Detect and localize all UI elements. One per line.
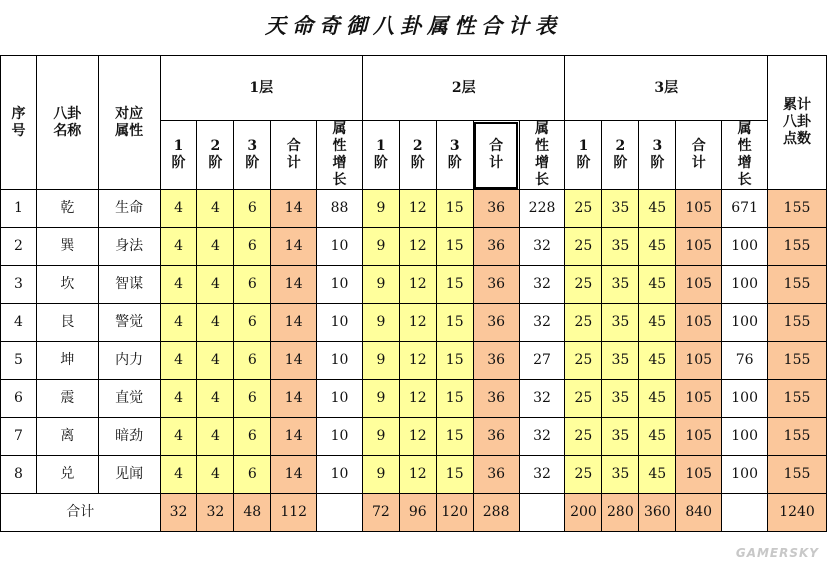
row-seq: 2	[1, 228, 37, 266]
row-subtotal: 105	[676, 380, 722, 418]
row-stage-value: 15	[436, 380, 473, 418]
row-growth: 10	[317, 418, 363, 456]
row-stage-value: 45	[639, 418, 676, 456]
header-layer-1: 1层	[160, 56, 362, 121]
row-bagua-name: 坎	[36, 266, 98, 304]
row-growth: 100	[722, 304, 768, 342]
row-subtotal: 36	[473, 380, 519, 418]
row-stage-value: 12	[399, 380, 436, 418]
total-stage-value: 32	[160, 494, 197, 532]
row-seq: 3	[1, 266, 37, 304]
total-growth	[317, 494, 363, 532]
header-cumulative: 累计八卦点数	[768, 56, 827, 190]
row-stage-value: 35	[602, 380, 639, 418]
row-growth: 228	[519, 190, 565, 228]
row-stage-value: 4	[160, 342, 197, 380]
row-growth: 10	[317, 456, 363, 494]
gamersky-watermark: GAMERSKY	[735, 546, 819, 560]
row-stage-value: 4	[197, 342, 234, 380]
row-stage-value: 12	[399, 304, 436, 342]
total-stage-value: 72	[362, 494, 399, 532]
row-stage-value: 6	[234, 418, 271, 456]
row-stage-value: 4	[160, 380, 197, 418]
row-bagua-name: 震	[36, 380, 98, 418]
row-stage-value: 4	[197, 304, 234, 342]
table-row	[1, 266, 827, 304]
row-seq: 7	[1, 418, 37, 456]
row-stage-value: 15	[436, 456, 473, 494]
table-row	[1, 304, 827, 342]
row-attribute: 暗劲	[98, 418, 160, 456]
row-stage-value: 4	[160, 304, 197, 342]
row-stage-value: 35	[602, 190, 639, 228]
row-subtotal: 14	[271, 266, 317, 304]
row-stage-value: 45	[639, 380, 676, 418]
table-title: 天命奇御八卦属性合计表	[265, 13, 562, 38]
header-stage-2-layer-2: 2阶	[399, 121, 436, 190]
header-layer-3: 3层	[565, 56, 768, 121]
row-stage-value: 6	[234, 456, 271, 494]
row-cumulative: 155	[768, 190, 827, 228]
row-subtotal: 36	[473, 228, 519, 266]
row-stage-value: 45	[639, 266, 676, 304]
row-stage-value: 4	[197, 228, 234, 266]
row-stage-value: 12	[399, 342, 436, 380]
row-stage-value: 25	[565, 342, 602, 380]
bagua-attribute-table	[0, 55, 827, 532]
row-stage-value: 45	[639, 228, 676, 266]
table-row	[1, 418, 827, 456]
row-growth: 100	[722, 228, 768, 266]
total-stage-value: 360	[639, 494, 676, 532]
row-stage-value: 9	[362, 456, 399, 494]
row-growth: 10	[317, 380, 363, 418]
row-subtotal: 14	[271, 380, 317, 418]
row-subtotal: 36	[473, 342, 519, 380]
row-seq: 1	[1, 190, 37, 228]
total-growth	[519, 494, 565, 532]
row-stage-value: 4	[160, 190, 197, 228]
row-stage-value: 12	[399, 228, 436, 266]
row-growth: 88	[317, 190, 363, 228]
row-stage-value: 35	[602, 342, 639, 380]
row-stage-value: 9	[362, 342, 399, 380]
total-subtotal: 112	[271, 494, 317, 532]
row-bagua-name: 乾	[36, 190, 98, 228]
header-subtotal-layer-2: 合计	[473, 121, 519, 190]
row-stage-value: 12	[399, 190, 436, 228]
header-stage-2-layer-3: 2阶	[602, 121, 639, 190]
row-stage-value: 6	[234, 266, 271, 304]
row-subtotal: 14	[271, 418, 317, 456]
row-growth: 10	[317, 228, 363, 266]
row-stage-value: 15	[436, 266, 473, 304]
total-stage-value: 200	[565, 494, 602, 532]
row-cumulative: 155	[768, 228, 827, 266]
row-stage-value: 9	[362, 304, 399, 342]
row-growth: 100	[722, 456, 768, 494]
row-subtotal: 105	[676, 304, 722, 342]
row-subtotal: 14	[271, 228, 317, 266]
header-layer-2: 2层	[362, 56, 565, 121]
row-subtotal: 14	[271, 342, 317, 380]
row-growth: 27	[519, 342, 565, 380]
header-attr: 对应属性	[98, 56, 160, 190]
header-name: 八卦名称	[36, 56, 98, 190]
row-stage-value: 35	[602, 228, 639, 266]
row-growth: 10	[317, 266, 363, 304]
row-bagua-name: 离	[36, 418, 98, 456]
row-seq: 6	[1, 380, 37, 418]
total-stage-value: 32	[197, 494, 234, 532]
row-stage-value: 4	[197, 456, 234, 494]
row-subtotal: 105	[676, 266, 722, 304]
table-row	[1, 380, 827, 418]
row-subtotal: 105	[676, 190, 722, 228]
header-seq: 序号	[1, 56, 37, 190]
row-stage-value: 6	[234, 342, 271, 380]
row-bagua-name: 巽	[36, 228, 98, 266]
row-stage-value: 15	[436, 304, 473, 342]
table-row	[1, 228, 827, 266]
header-growth-layer-3: 属性增长	[722, 121, 768, 190]
row-stage-value: 12	[399, 418, 436, 456]
row-stage-value: 6	[234, 228, 271, 266]
row-stage-value: 4	[197, 418, 234, 456]
row-growth: 100	[722, 418, 768, 456]
row-stage-value: 9	[362, 380, 399, 418]
row-stage-value: 25	[565, 380, 602, 418]
row-cumulative: 155	[768, 418, 827, 456]
header-stage-3-layer-1: 3阶	[234, 121, 271, 190]
row-subtotal: 36	[473, 456, 519, 494]
row-stage-value: 45	[639, 342, 676, 380]
total-stage-value: 120	[436, 494, 473, 532]
row-stage-value: 25	[565, 266, 602, 304]
row-stage-value: 35	[602, 456, 639, 494]
row-attribute: 直觉	[98, 380, 160, 418]
row-subtotal: 36	[473, 418, 519, 456]
row-growth: 32	[519, 418, 565, 456]
row-bagua-name: 坤	[36, 342, 98, 380]
row-stage-value: 12	[399, 456, 436, 494]
row-attribute: 内力	[98, 342, 160, 380]
row-cumulative: 155	[768, 456, 827, 494]
table-row	[1, 190, 827, 228]
row-subtotal: 105	[676, 456, 722, 494]
row-cumulative: 155	[768, 342, 827, 380]
row-stage-value: 25	[565, 228, 602, 266]
row-stage-value: 6	[234, 304, 271, 342]
header-stage-1-layer-2: 1阶	[362, 121, 399, 190]
row-subtotal: 14	[271, 456, 317, 494]
header-subtotal-layer-1: 合计	[271, 121, 317, 190]
header-growth-layer-2: 属性增长	[519, 121, 565, 190]
row-stage-value: 15	[436, 418, 473, 456]
row-bagua-name: 艮	[36, 304, 98, 342]
total-subtotal: 288	[473, 494, 519, 532]
row-growth: 32	[519, 380, 565, 418]
row-stage-value: 4	[160, 266, 197, 304]
total-stage-value: 48	[234, 494, 271, 532]
row-stage-value: 12	[399, 266, 436, 304]
row-growth: 32	[519, 304, 565, 342]
row-growth: 671	[722, 190, 768, 228]
row-subtotal: 105	[676, 342, 722, 380]
row-growth: 76	[722, 342, 768, 380]
row-stage-value: 4	[197, 266, 234, 304]
row-attribute: 身法	[98, 228, 160, 266]
row-stage-value: 25	[565, 456, 602, 494]
row-growth: 10	[317, 342, 363, 380]
row-stage-value: 9	[362, 228, 399, 266]
row-growth: 32	[519, 456, 565, 494]
row-subtotal: 36	[473, 266, 519, 304]
row-growth: 100	[722, 266, 768, 304]
table-row	[1, 456, 827, 494]
row-subtotal: 14	[271, 304, 317, 342]
row-stage-value: 9	[362, 266, 399, 304]
row-stage-value: 4	[197, 190, 234, 228]
total-growth	[722, 494, 768, 532]
row-stage-value: 35	[602, 418, 639, 456]
row-stage-value: 9	[362, 190, 399, 228]
header-stage-1-layer-3: 1阶	[565, 121, 602, 190]
row-stage-value: 4	[160, 418, 197, 456]
row-growth: 32	[519, 266, 565, 304]
row-stage-value: 9	[362, 418, 399, 456]
row-stage-value: 35	[602, 304, 639, 342]
row-cumulative: 155	[768, 304, 827, 342]
total-subtotal: 840	[676, 494, 722, 532]
header-subtotal-layer-3: 合计	[676, 121, 722, 190]
row-growth: 32	[519, 228, 565, 266]
table-row	[1, 342, 827, 380]
row-stage-value: 15	[436, 342, 473, 380]
total-stage-value: 96	[399, 494, 436, 532]
header-stage-3-layer-3: 3阶	[639, 121, 676, 190]
row-stage-value: 15	[436, 228, 473, 266]
row-seq: 5	[1, 342, 37, 380]
header-growth-layer-1: 属性增长	[317, 121, 363, 190]
row-subtotal: 105	[676, 418, 722, 456]
row-attribute: 生命	[98, 190, 160, 228]
row-stage-value: 15	[436, 190, 473, 228]
total-cumulative: 1240	[768, 494, 827, 532]
row-subtotal: 36	[473, 304, 519, 342]
row-attribute: 见闻	[98, 456, 160, 494]
row-seq: 8	[1, 456, 37, 494]
totals-label: 合计	[1, 494, 161, 532]
row-stage-value: 4	[160, 456, 197, 494]
row-attribute: 智谋	[98, 266, 160, 304]
row-attribute: 警觉	[98, 304, 160, 342]
row-growth: 10	[317, 304, 363, 342]
row-stage-value: 25	[565, 190, 602, 228]
row-stage-value: 4	[160, 228, 197, 266]
row-cumulative: 155	[768, 266, 827, 304]
row-subtotal: 105	[676, 228, 722, 266]
row-stage-value: 6	[234, 190, 271, 228]
totals-row	[1, 494, 827, 532]
header-stage-3-layer-2: 3阶	[436, 121, 473, 190]
row-stage-value: 4	[197, 380, 234, 418]
row-cumulative: 155	[768, 380, 827, 418]
row-bagua-name: 兑	[36, 456, 98, 494]
header-stage-2-layer-1: 2阶	[197, 121, 234, 190]
row-stage-value: 45	[639, 190, 676, 228]
row-growth: 100	[722, 380, 768, 418]
row-subtotal: 14	[271, 190, 317, 228]
row-stage-value: 25	[565, 418, 602, 456]
total-stage-value: 280	[602, 494, 639, 532]
row-stage-value: 35	[602, 266, 639, 304]
row-subtotal: 36	[473, 190, 519, 228]
row-stage-value: 45	[639, 304, 676, 342]
row-stage-value: 6	[234, 380, 271, 418]
row-seq: 4	[1, 304, 37, 342]
row-stage-value: 45	[639, 456, 676, 494]
header-stage-1-layer-1: 1阶	[160, 121, 197, 190]
row-stage-value: 25	[565, 304, 602, 342]
